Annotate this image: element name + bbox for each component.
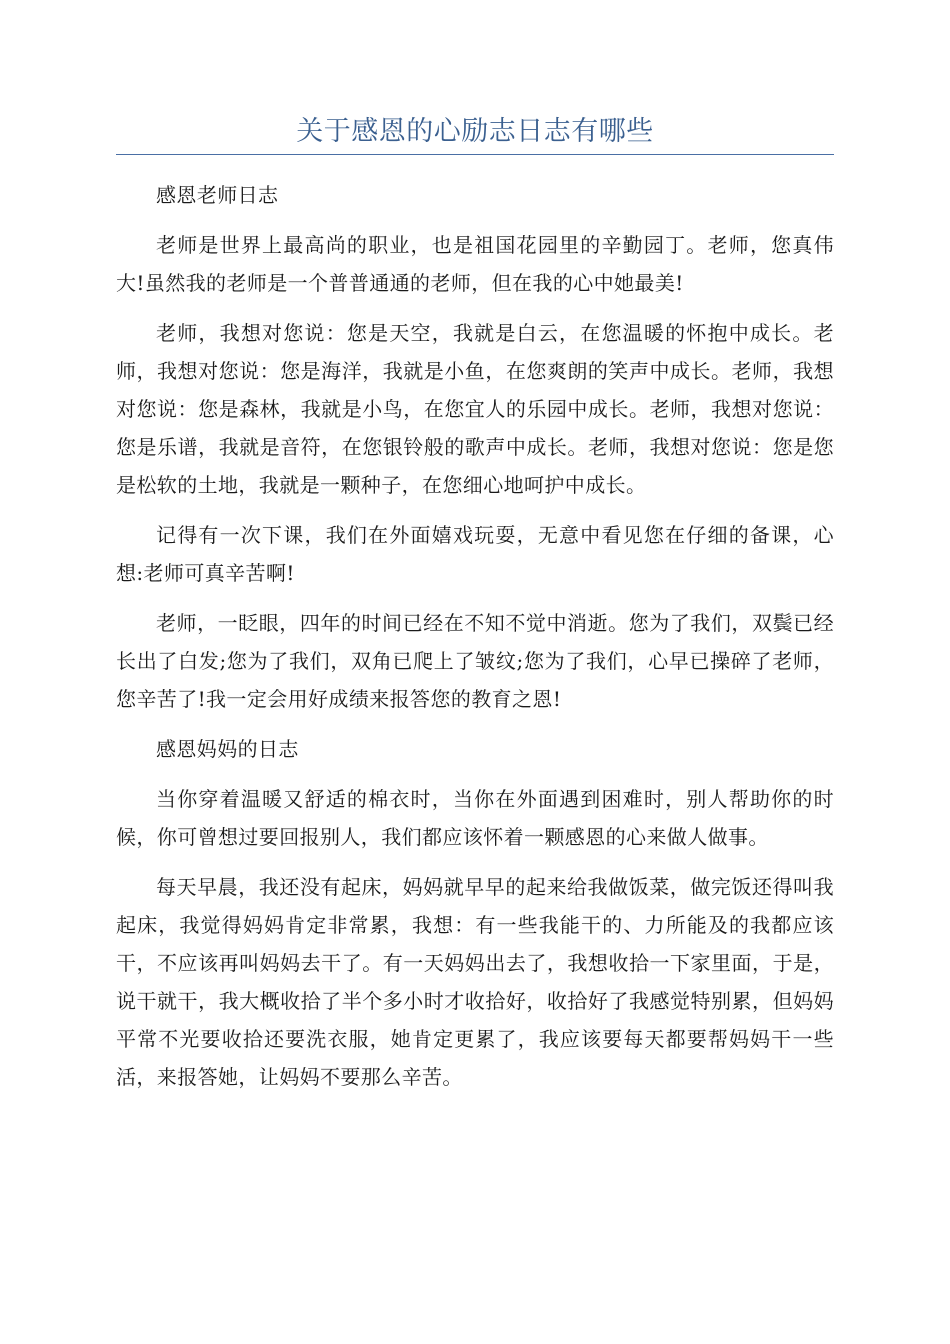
paragraph: 老师，一眨眼，四年的时间已经在不知不觉中消逝。您为了我们，双鬓已经长出了白发;您为了我们，双角已爬上了皱纹;您为了我们，心早已操碎了老师，您辛苦了!我一定会用好成绩来报答您的教育之恩! [116, 611, 834, 711]
paragraph: 每天早晨，我还没有起床，妈妈就早早的起来给我做饭菜，做完饭还得叫我起床，我觉得妈妈肯定非常累，我想：有一些我能干的、力所能及的我都应该干，不应该再叫妈妈去干了。有一天妈妈出去了，我想收拾一下家里面，于是，说干就干，我大概收拾了半个多小时才收拾好，收拾好了我感觉特别累，但妈妈平常不光要收拾还要洗衣服，她肯定更累了，我应该要每天都要帮妈妈干一些活，来报答她，让妈妈不要那么辛苦。 [116, 875, 834, 1089]
document-title: 关于感恩的心励志日志有哪些 [296, 116, 654, 147]
paragraph: 当你穿着温暖又舒适的棉衣时，当你在外面遇到困难时，别人帮助你的时候，你可曾想过要回报别人，我们都应该怀着一颗感恩的心来做人做事。 [116, 787, 834, 849]
document-body [116, 176, 834, 1108]
paragraph: 老师是世界上最高尚的职业，也是祖国花园里的辛勤园丁。老师，您真伟大!虽然我的老师是一个普普通通的老师，但在我的心中她最美! [116, 233, 834, 295]
paragraph: 记得有一次下课，我们在外面嬉戏玩耍，无意中看见您在仔细的备课，心想:老师可真辛苦啊! [116, 523, 834, 585]
section-heading-mother: 感恩妈妈的日志 [156, 737, 299, 761]
paragraph: 老师，我想对您说：您是天空，我就是白云，在您温暖的怀抱中成长。老师，我想对您说：您是海洋，我就是小鱼，在您爽朗的笑声中成长。老师，我想对您说：您是森林，我就是小鸟，在您宜人的乐园中成长。老师，我想对您说：您是乐谱，我就是音符，在您银铃般的歌声中成长。老师，我想对您说：您是您是松软的土地，我就是一颗种子，在您细心地呵护中成长。 [116, 321, 834, 497]
section-heading-teacher: 感恩老师日志 [156, 183, 279, 207]
title-underline [116, 154, 834, 155]
